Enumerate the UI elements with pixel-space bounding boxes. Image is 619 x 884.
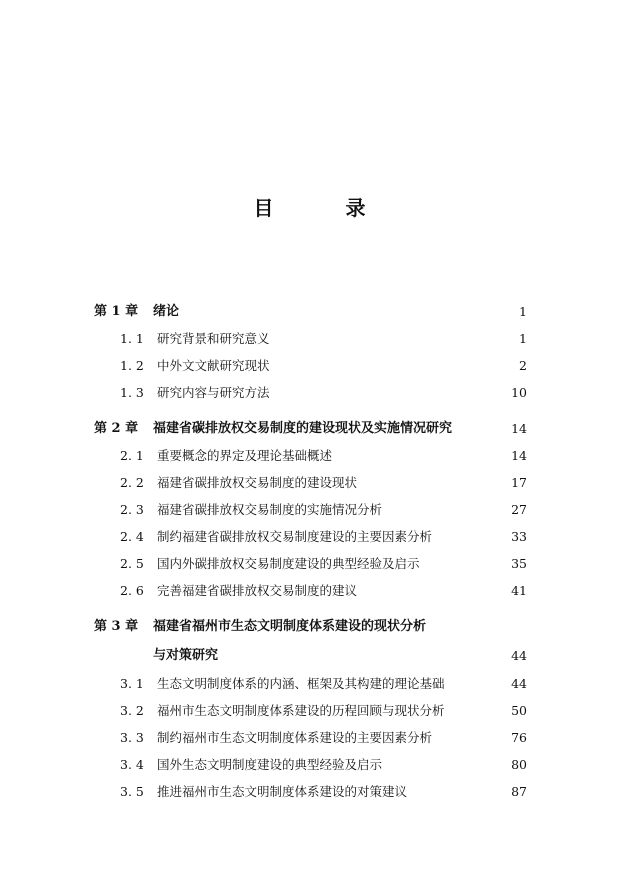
section-number: 3. 4 <box>120 757 144 772</box>
chapter-title-line-1: 福建省福州市生态文明制度体系建设的现状分析 <box>153 619 427 634</box>
toc-section-1-3[interactable] <box>0 382 619 404</box>
toc-section-2-6[interactable] <box>0 580 619 602</box>
section-number: 1. 2 <box>120 358 144 373</box>
page-number: 41 <box>511 583 527 598</box>
toc-section-3-3[interactable] <box>0 727 619 749</box>
toc-section-3-2[interactable] <box>0 700 619 722</box>
page-number: 44 <box>511 648 527 663</box>
page-number: 44 <box>511 676 527 691</box>
toc-section-2-1[interactable] <box>0 445 619 467</box>
section-title: 中外文文献研究现状 <box>157 358 270 373</box>
section-number: 3. 5 <box>120 784 144 799</box>
page-number: 1 <box>519 331 527 346</box>
toc-section-3-4[interactable] <box>0 754 619 776</box>
section-title: 国内外碳排放权交易制度建设的典型经验及启示 <box>157 556 420 571</box>
section-title: 福州市生态文明制度体系建设的历程回顾与现状分析 <box>157 703 445 718</box>
section-number: 3. 3 <box>120 730 144 745</box>
chapter-title: 绪论 <box>153 304 180 319</box>
toc-section-2-4[interactable] <box>0 526 619 548</box>
page-number: 27 <box>511 502 527 517</box>
toc-chapter-3-continued[interactable] <box>0 645 619 667</box>
page-number: 14 <box>511 421 527 436</box>
page-number: 35 <box>511 556 527 571</box>
toc-section-2-3[interactable] <box>0 499 619 521</box>
section-title: 福建省碳排放权交易制度的建设现状 <box>157 475 358 490</box>
chapter-number: 第 2 章 <box>94 421 139 436</box>
page-number: 87 <box>511 784 527 799</box>
section-title: 福建省碳排放权交易制度的实施情况分析 <box>157 502 383 517</box>
section-title: 研究内容与研究方法 <box>157 385 270 400</box>
chapter-number: 第 1 章 <box>94 304 139 319</box>
section-number: 3. 1 <box>120 676 144 691</box>
toc-chapter-3[interactable] <box>0 616 619 638</box>
page-number: 33 <box>511 529 527 544</box>
page-number: 1 <box>519 304 527 319</box>
section-number: 1. 3 <box>120 385 144 400</box>
chapter-title-line-2: 与对策研究 <box>153 648 219 663</box>
section-title: 国外生态文明制度建设的典型经验及启示 <box>157 757 383 772</box>
section-number: 2. 5 <box>120 556 144 571</box>
toc-section-2-2[interactable] <box>0 472 619 494</box>
page-number: 2 <box>519 358 527 373</box>
toc-section-3-5[interactable] <box>0 781 619 803</box>
section-title: 完善福建省碳排放权交易制度的建议 <box>157 583 358 598</box>
section-number: 2. 2 <box>120 475 144 490</box>
page-number: 10 <box>511 385 527 400</box>
section-title: 推进福州市生态文明制度体系建设的对策建议 <box>157 784 408 799</box>
chapter-title: 福建省碳排放权交易制度的建设现状及实施情况研究 <box>153 421 453 436</box>
page-title: 目 录 <box>253 196 392 220</box>
toc-section-1-2[interactable] <box>0 355 619 377</box>
toc-section-1-1[interactable] <box>0 328 619 350</box>
section-title: 制约福州市生态文明制度体系建设的主要因素分析 <box>157 730 433 745</box>
page-number: 14 <box>511 448 527 463</box>
toc-chapter-1[interactable] <box>0 301 619 323</box>
section-number: 2. 3 <box>120 502 144 517</box>
section-title: 生态文明制度体系的内涵、框架及其构建的理论基础 <box>157 676 445 691</box>
section-title: 重要概念的界定及理论基础概述 <box>157 448 333 463</box>
page-number: 50 <box>511 703 527 718</box>
toc-chapter-2[interactable] <box>0 418 619 440</box>
toc-section-3-1[interactable] <box>0 673 619 695</box>
page-number: 17 <box>511 475 527 490</box>
section-number: 2. 6 <box>120 583 144 598</box>
toc-section-2-5[interactable] <box>0 553 619 575</box>
section-number: 2. 4 <box>120 529 144 544</box>
section-number: 3. 2 <box>120 703 144 718</box>
section-title: 制约福建省碳排放权交易制度建设的主要因素分析 <box>157 529 433 544</box>
section-title: 研究背景和研究意义 <box>157 331 270 346</box>
page-number: 76 <box>511 730 527 745</box>
chapter-number: 第 3 章 <box>94 619 139 634</box>
section-number: 1. 1 <box>120 331 144 346</box>
section-number: 2. 1 <box>120 448 144 463</box>
page-number: 80 <box>511 757 527 772</box>
